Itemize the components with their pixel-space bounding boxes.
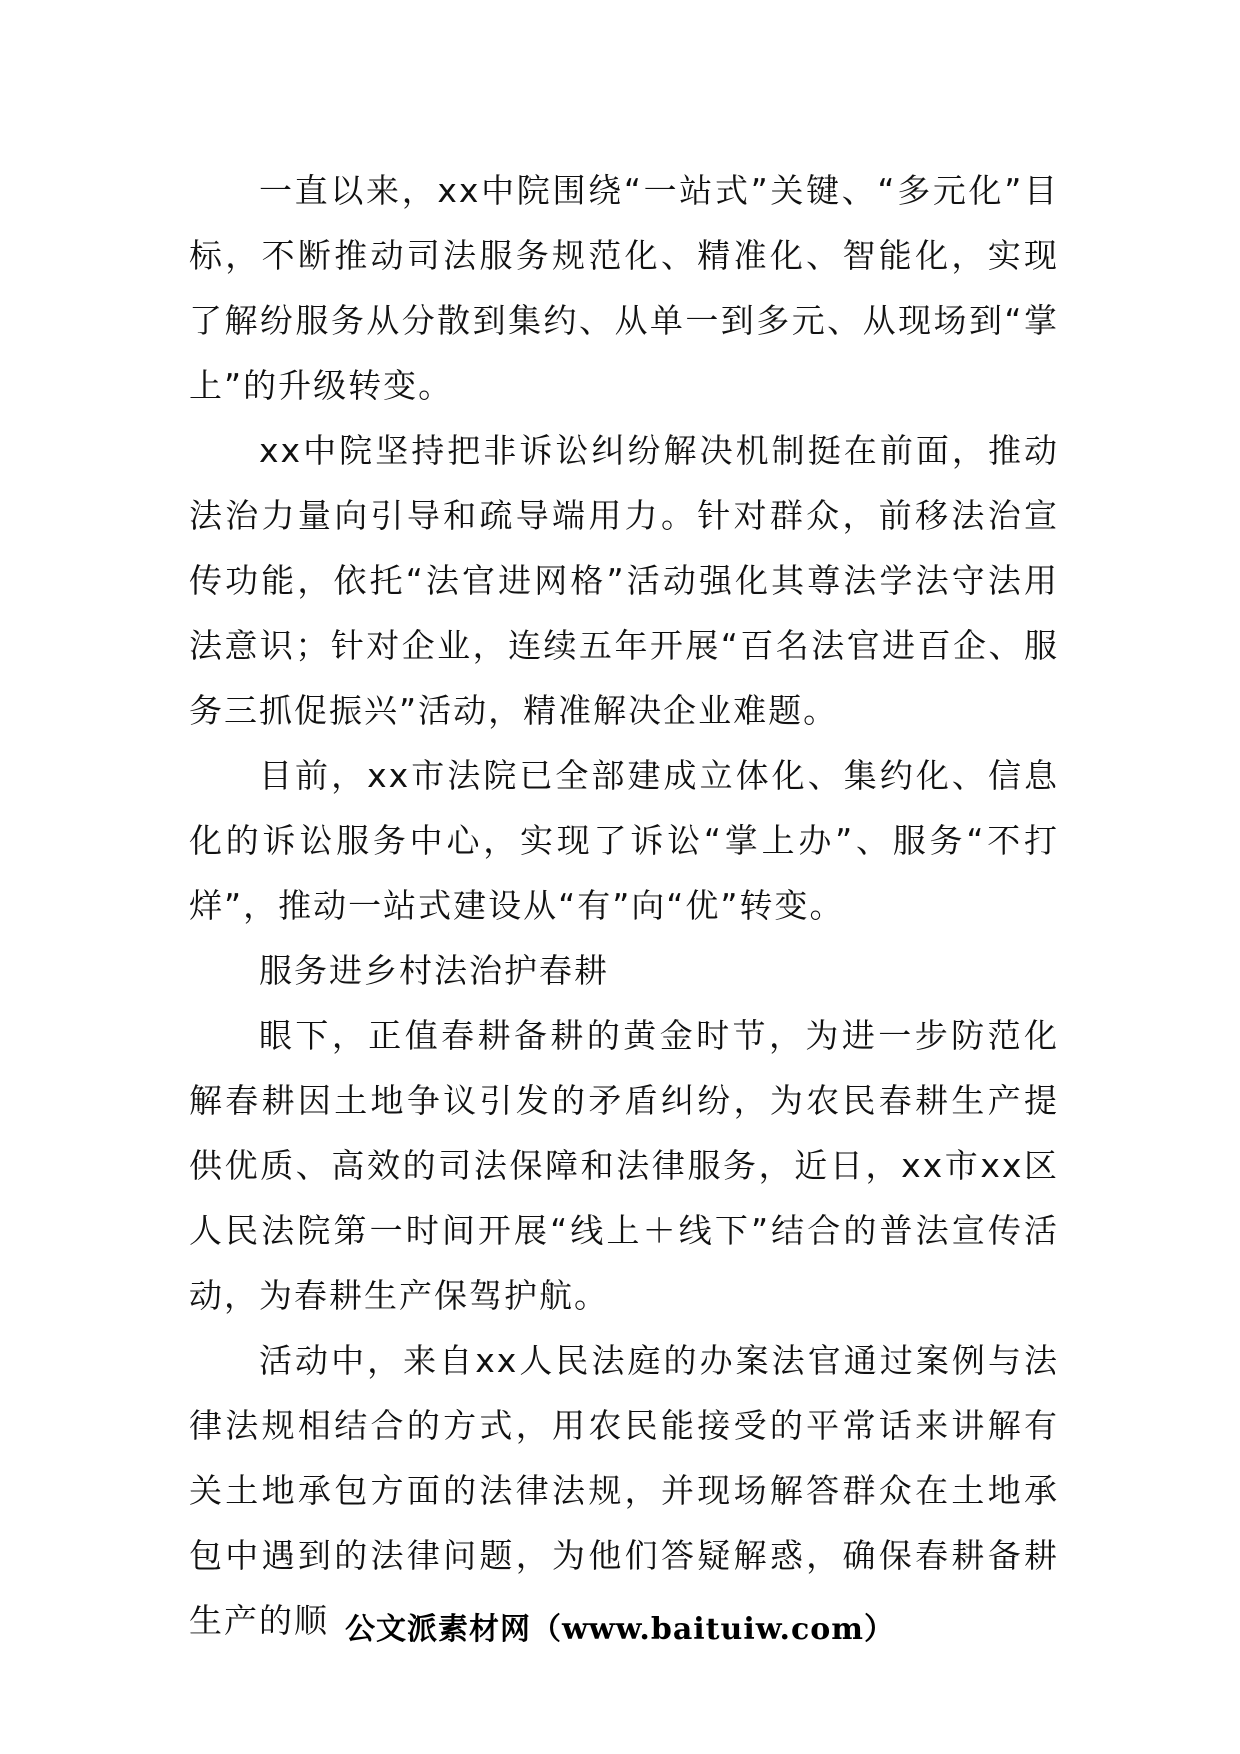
paragraph-intro: 一直以来，xx中院围绕“一站式”关键、“多元化”目标，不断推动司法服务规范化、精准化、智能化，实现了解纷服务从分散到集约、从单一到多元、从现场到“掌上”的升级转变。 xyxy=(189,171,1059,405)
paragraph-activity: 活动中，来自xx人民法庭的办案法官通过案例与法律法规相结合的方式，用农民能接受的平常话来讲解有关土地承包方面的法律法规，并现场解答群众在土地承包中遇到的法律问题，为他们答疑解惑，确保春耕备耕生产的顺 xyxy=(189,1341,1059,1640)
paragraph-spring-plowing: 眼下，正值春耕备耕的黄金时节，为进一步防范化解春耕因土地争议引发的矛盾纠纷，为农民春耕生产提供优质、高效的司法保障和法律服务，近日，xx市xx区人民法院第一时间开展“线上＋线下”结合的普法宣传活动，为春耕生产保驾护航。 xyxy=(189,1016,1059,1315)
paragraph-service-center: 目前，xx市法院已全部建成立体化、集约化、信息化的诉讼服务中心，实现了诉讼“掌上办”、服务“不打烊”，推动一站式建设从“有”向“优”转变。 xyxy=(189,756,1059,925)
footer-watermark: 公文派素材网（www.baituiw.com） xyxy=(344,1612,896,1647)
section-heading: 服务进乡村法治护春耕 xyxy=(259,951,609,990)
paragraph-non-litigation: xx中院坚持把非诉讼纠纷解决机制挺在前面，推动法治力量向引导和疏导端用力。针对群众，前移法治宣传功能，依托“法官进网格”活动强化其尊法学法守法用法意识；针对企业，连续五年开展“百名法官进百企、服务三抓促振兴”活动，精准解决企业难题。 xyxy=(189,431,1059,730)
document-body xyxy=(189,158,1059,1653)
